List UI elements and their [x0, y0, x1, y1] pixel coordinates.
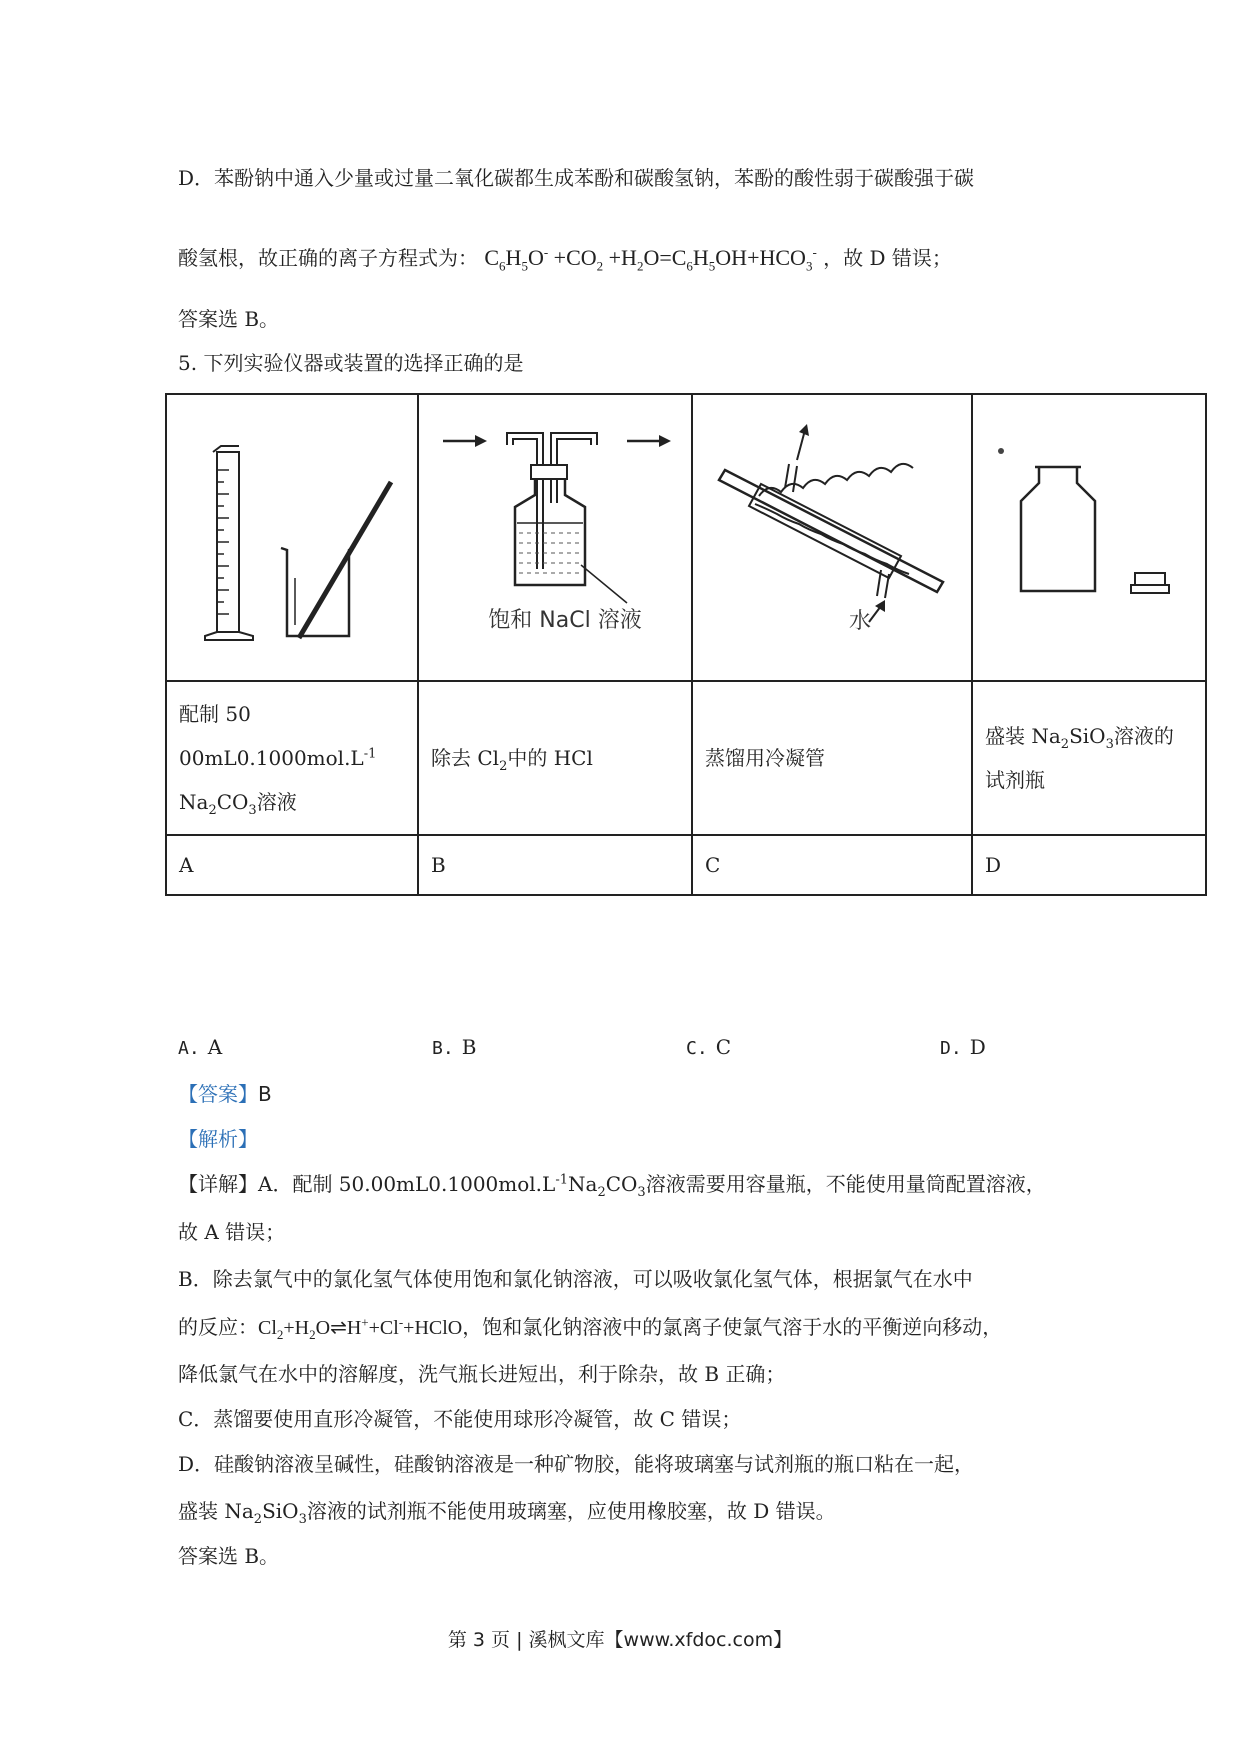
cell-a-image	[166, 394, 418, 681]
prev-answer: 答案选 B。	[178, 307, 280, 331]
desc-b: 除去 $Cl_2$中的 HCl	[418, 681, 692, 835]
phenoxide-equation: $C_6H_5O^- +CO_2 +H_2O=C_6H_5OH+HCO_3^-$	[484, 244, 817, 274]
detail-line-4: 的反应：$Cl_2+H_2O\rightleftharpoons H^++Cl^-+HClO$，饱和氯化钠溶液中的氯离子使氯气溶于水的平衡逆向移动，	[178, 1314, 1003, 1342]
desc-a-line-2: $00mL0.1000mol.L^{-1}$	[179, 746, 377, 770]
detail-line-1: 【详解】A．配制 $50.00mL0.1000mol.L^{-1}Na_2CO_3$溶液需要用容量瓶，不能使用量筒配置溶液，	[178, 1172, 1046, 1200]
desc-a-line-3: $Na_2CO_3$溶液	[179, 790, 297, 818]
desc-d-line-2: 试剂瓶	[985, 768, 1045, 792]
cell-d-image	[972, 394, 1206, 681]
option-b: B. B	[432, 1035, 477, 1059]
apparatus-image-row	[166, 394, 1206, 681]
prev-d-line-1: D．苯酚钠中通入少量或过量二氧化碳都生成苯酚和碳酸氢钠，苯酚的酸性弱于碳酸强于碳	[178, 166, 975, 190]
desc-c: 蒸馏用冷凝管	[692, 681, 972, 835]
label-a: A	[166, 835, 418, 895]
detail-line-6: C．蒸馏要使用直形冷凝管，不能使用球形冷凝管，故 C 错误；	[178, 1407, 742, 1431]
bulb-condenser-drawing	[705, 400, 965, 660]
detail-line-3: B．除去氯气中的氯化氢气体使用饱和氯化钠溶液，可以吸收氯化氢气体，根据氯气在水中	[178, 1267, 973, 1291]
prev-d-line-2-prefix: 酸氢根，故正确的离子方程式为：	[178, 246, 478, 270]
graduated-cylinder-and-beaker-drawing	[179, 400, 409, 660]
label-c: C	[692, 835, 972, 895]
cell-b-image	[418, 394, 692, 681]
gas-washing-bottle-drawing	[431, 395, 691, 665]
reagent-bottle-and-stopper-drawing	[985, 405, 1205, 655]
detail-line-8: 盛装 $Na_2SiO_3$溶液的试剂瓶不能使用玻璃塞，应使用橡胶塞，故 D 错误。	[178, 1499, 836, 1527]
detail-line-5: 降低氯气在水中的溶解度，洗气瓶长进短出，利于除杂，故 B 正确；	[178, 1362, 786, 1386]
label-b: B	[418, 835, 692, 895]
desc-a-line-1: 配制 50	[179, 702, 251, 726]
apparatus-label-row	[166, 835, 1206, 895]
answer-line	[178, 1080, 272, 1108]
option-d: D. D	[940, 1035, 986, 1059]
option-c: C. C	[686, 1035, 731, 1059]
chlorine-water-equation: $Cl_2+H_2O\rightleftharpoons H^++Cl^-+HClO$	[258, 1314, 463, 1342]
detail-line-9: 答案选 B。	[178, 1544, 280, 1568]
prev-d-line-2-suffix: ，故 D 错误；	[823, 246, 952, 270]
detail-line-2: 故 A 错误；	[178, 1220, 286, 1244]
prev-d-line-2	[178, 244, 952, 272]
analysis-tag: 【解析】	[178, 1127, 258, 1151]
caption-saturated-nacl: 饱和 NaCl 溶液	[488, 608, 642, 633]
answer-value: B	[258, 1082, 272, 1106]
desc-d-line-1: 盛装 $Na_2SiO_3$溶液的	[985, 724, 1174, 752]
apparatus-table	[165, 393, 1207, 896]
apparatus-description-row	[166, 681, 1206, 835]
detail-line-7: D．硅酸钠溶液呈碱性，硅酸钠溶液是一种矿物胶，能将玻璃塞与试剂瓶的瓶口粘在一起，	[178, 1452, 975, 1476]
option-a: A. A	[178, 1035, 223, 1059]
question-5-stem: 5. 下列实验仪器或装置的选择正确的是	[178, 351, 524, 375]
label-d: D	[972, 835, 1206, 895]
desc-d	[972, 681, 1206, 835]
caption-water: 水	[849, 609, 872, 634]
cell-c-image	[692, 394, 972, 681]
answer-tag: 【答案】	[178, 1082, 258, 1106]
desc-a	[166, 681, 418, 835]
page-footer: 第 3 页 | 溪枫文库【www.xfdoc.com】	[447, 1629, 793, 1651]
